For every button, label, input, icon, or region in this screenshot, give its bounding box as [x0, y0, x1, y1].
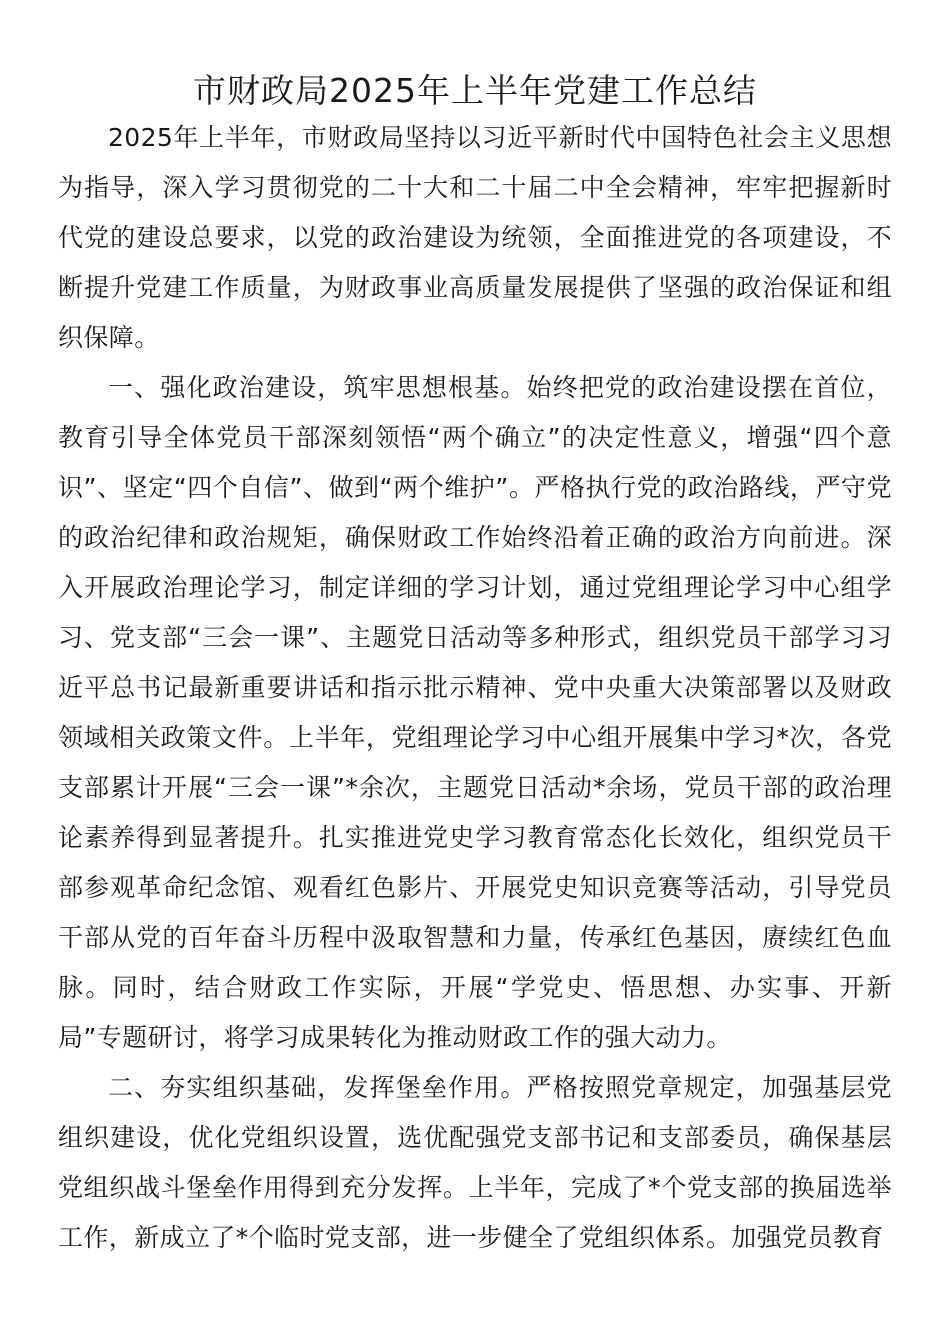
document-title: 市财政局2025年上半年党建工作总结 [193, 71, 757, 110]
paragraph-intro: 2025年上半年，市财政局坚持以习近平新时代中国特色社会主义思想为指导，深入学习贯彻党的二十大和二十届二中全会精神，牢牢把握新时代党的建设总要求，以党的政治建设为统领，全面推进党的各项建设，不断提升党建工作质量，为财政事业高质量发展提供了坚强的政治保证和组织保障。 [58, 123, 892, 352]
document-body [58, 113, 892, 1263]
paragraph-organization-building: 二、夯实组织基础，发挥堡垒作用。严格按照党章规定，加强基层党组织建设，优化党组织设置，选优配强党支部书记和支部委员，确保基层党组织战斗堡垒作用得到充分发挥。上半年，完成了*个党支部的换届选举工作，新成立了*个临时党支部，进一步健全了党组织体系。加强党员教育 [58, 1073, 892, 1252]
paragraph-political-building: 一、强化政治建设，筑牢思想根基。始终把党的政治建设摆在首位，教育引导全体党员干部深刻领悟“两个确立”的决定性意义，增强“四个意识”、坚定“四个自信”、做到“两个维护”。严格执行党的政治路线，严守党的政治纪律和政治规矩，确保财政工作始终沿着正确的政治方向前进。深入开展政治理论学习，制定详细的学习计划，通过党组理论学习中心组学习、党支部“三会一课”、主题党日活动等多种形式，组织党员干部学习习近平总书记最新重要讲话和指示批示精神、党中央重大决策部署以及财政领域相关政策文件。上半年，党组理论学习中心组开展集中学习*次，各党支部累计开展“三会一课”*余次，主题党日活动*余场，党员干部的政治理论素养得到显著提升。扎实推进党史学习教育常态化长效化，组织党员干部参观革命纪念馆、观看红色影片、开展党史知识竞赛等活动，引导党员干部从党的百年奋斗历程中汲取智慧和力量，传承红色基因，赓续红色血脉。同时，结合财政工作实际，开展“学党史、悟思想、办实事、开新局”专题研讨，将学习成果转化为推动财政工作的强大动力。 [58, 373, 892, 1052]
